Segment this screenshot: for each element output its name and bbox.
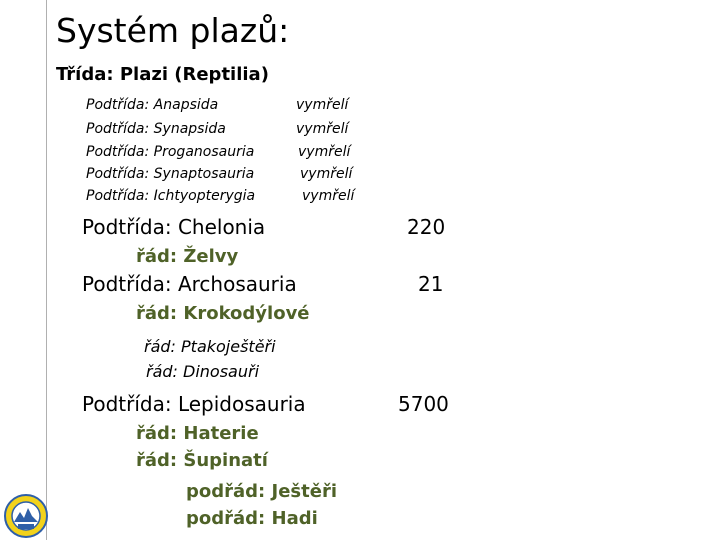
society-seal-icon [2,492,52,538]
species-count: 5700 [398,392,449,416]
subclass-archosauria: Podtřída: Archosauria [82,272,297,296]
order-ptakojestseri: řád: Ptakoještěři [144,337,276,356]
order-haterie: řád: Haterie [136,423,259,444]
extinct-status: vymřelí [298,144,351,160]
extinct-subclass-name: Podtřída: Ichtyopterygia [86,188,256,204]
extinct-subclass-name: Podtřída: Synaptosauria [86,166,255,182]
extinct-subclass-name: Podtřída: Synapsida [86,121,226,137]
extinct-subclass-name: Podtřída: Proganosauria [86,144,255,160]
order-krokodylove: řád: Krokodýlové [136,303,310,324]
extinct-status: vymřelí [296,121,349,137]
subclass-lepidosauria: Podtřída: Lepidosauria [82,392,306,416]
species-count: 21 [418,272,444,296]
suborder-hadi: podřád: Hadi [186,508,318,529]
extinct-status: vymřelí [296,97,349,113]
class-heading: Třída: Plazi (Reptilia) [56,64,269,85]
extinct-status: vymřelí [300,166,353,182]
suborder-jesteri: podřád: Ještěři [186,481,337,502]
order-dinosauri: řád: Dinosauři [146,362,260,381]
order-zelvy: řád: Želvy [136,246,239,267]
subclass-chelonia: Podtřída: Chelonia [82,215,266,239]
left-sidebar [0,0,47,540]
extinct-status: vymřelí [302,188,355,204]
species-count: 220 [407,215,446,239]
order-supinati: řád: Šupinatí [136,450,268,471]
page-title: Systém plazů: [56,11,290,50]
extinct-subclass-name: Podtřída: Anapsida [86,97,219,113]
